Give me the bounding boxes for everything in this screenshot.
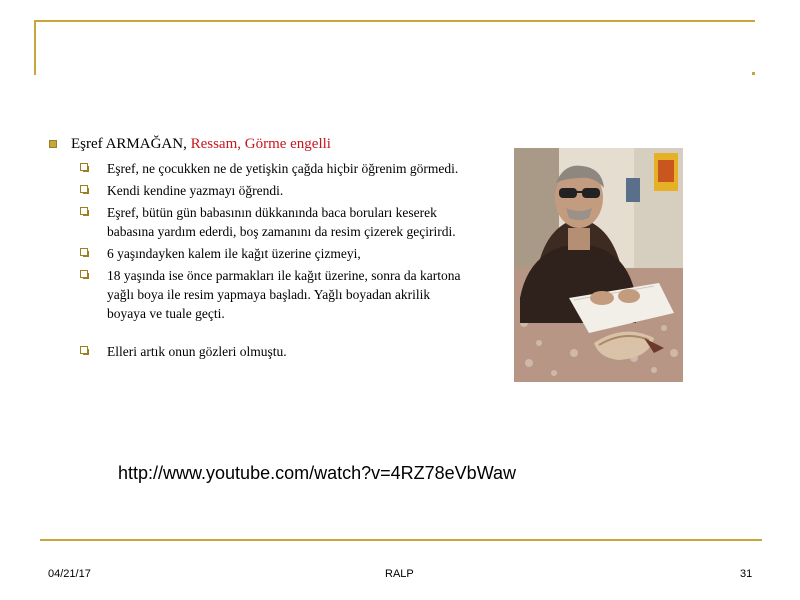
footer-page-number: 31 bbox=[740, 568, 753, 580]
list-item-text: Eşref, ne çocukken ne de yetişkin çağda hiçbir öğrenim görmedi. bbox=[107, 161, 459, 176]
list-item bbox=[48, 266, 468, 323]
list-item bbox=[48, 203, 468, 241]
hollow-square-bullet-icon bbox=[80, 248, 88, 256]
list-item-text: Kendi kendine yazmayı öğrendi. bbox=[107, 183, 284, 198]
list-item bbox=[48, 342, 468, 361]
hollow-square-bullet-icon bbox=[80, 163, 88, 171]
video-link[interactable]: http://www.youtube.com/watch?v=4RZ78eVbWaw bbox=[118, 463, 517, 483]
square-bullet-icon bbox=[49, 140, 57, 148]
portrait-illustration bbox=[514, 148, 683, 382]
list-item-text: 6 yaşındayken kalem ile kağıt üzerine çizmeyi, bbox=[107, 246, 361, 261]
hollow-square-bullet-icon bbox=[80, 346, 88, 354]
list-spacer bbox=[48, 326, 468, 342]
frame-corner-mark bbox=[752, 72, 755, 75]
heading-name: Eşref ARMAĞAN, bbox=[71, 136, 187, 152]
footer-date: 04/21/17 bbox=[48, 568, 91, 580]
slide-body bbox=[48, 136, 468, 364]
footer-rule bbox=[40, 539, 762, 541]
heading-role: Ressam, Görme engelli bbox=[186, 136, 331, 152]
hollow-square-bullet-icon bbox=[80, 270, 88, 278]
frame-top-rule bbox=[34, 20, 755, 22]
hollow-square-bullet-icon bbox=[80, 185, 88, 193]
hollow-square-bullet-icon bbox=[80, 207, 88, 215]
frame-left-rule bbox=[34, 20, 36, 75]
heading-bullet bbox=[48, 136, 468, 153]
footer-center-text: RALP bbox=[385, 568, 414, 580]
list-item bbox=[48, 181, 468, 200]
list-item-text: Elleri artık onun gözleri olmuştu. bbox=[107, 344, 287, 359]
list-item-text: Eşref, bütün gün babasının dükkanında baca boruları keserek babasına yardım ederdi, boş zamanını da resim çizerek geçirirdi. bbox=[107, 205, 456, 239]
portrait-photo bbox=[514, 148, 683, 382]
list-item bbox=[48, 159, 468, 178]
list-item bbox=[48, 244, 468, 263]
list-item-text: 18 yaşında ise önce parmakları ile kağıt üzerine, sonra da kartona yağlı boya ile resim yapmaya başladı. Yağlı boyadan akrilik boyaya ve tuale geçti. bbox=[107, 268, 461, 321]
